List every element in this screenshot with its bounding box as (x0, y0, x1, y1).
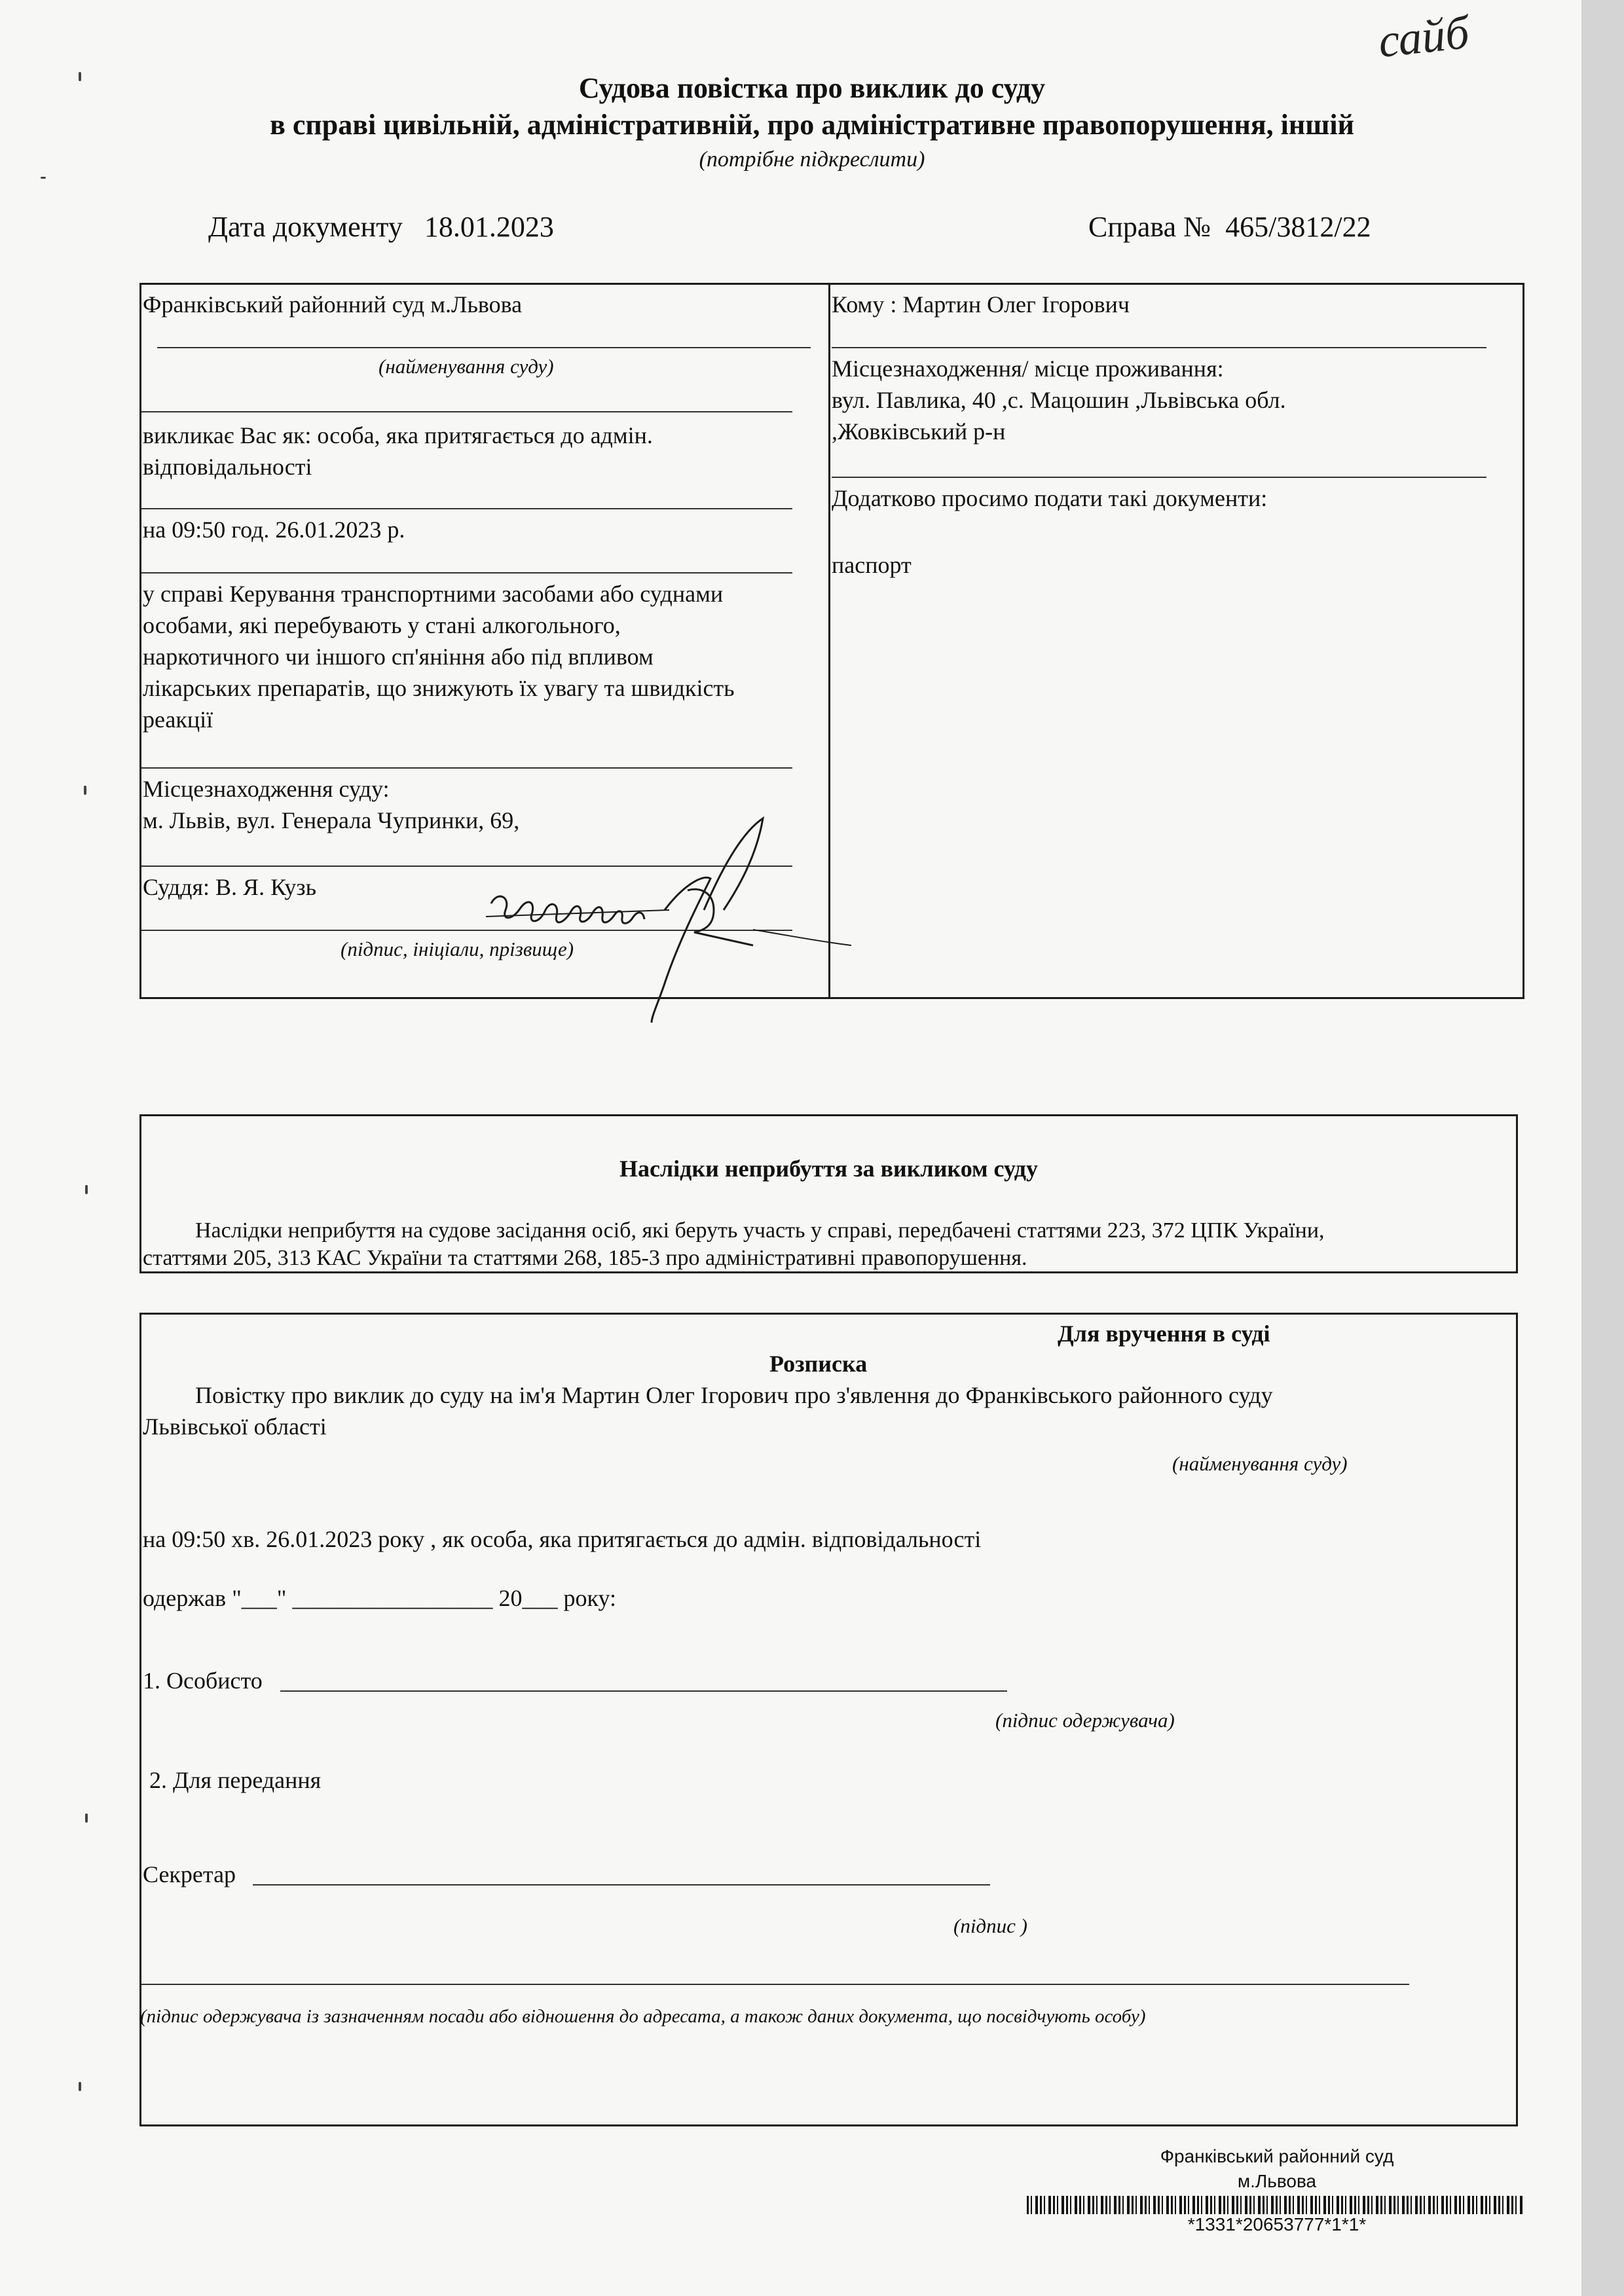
barcode (1027, 2196, 1524, 2214)
handwritten-corner-note: сайб (1376, 5, 1472, 68)
document-date-value: 18.01.2023 (424, 211, 554, 243)
rule (141, 1984, 1409, 1985)
rule (832, 477, 1486, 478)
receipt-footer-caption: (підпис одержувача із зазначенням посади або відношення до адресата, а також даних документа, що посвідчують особу) (140, 2006, 1146, 2027)
signature-caption: (підпис, ініціали, прізвище) (341, 938, 574, 960)
case-number (1088, 208, 1371, 246)
address-line: вул. Павлика, 40 ,с. Мацошин ,Львівська обл. (832, 387, 1286, 413)
rule (141, 767, 792, 769)
scan-mark (41, 177, 46, 179)
secretary-caption: (підпис ) (953, 1914, 1027, 1937)
court-location-label: Місцезнаходження суду: (143, 776, 390, 802)
rule (141, 508, 792, 509)
underline-note: (потрібне підкреслити) (699, 147, 925, 172)
transfer-label: 2. Для передання (149, 1767, 322, 1793)
personal-caption: (підпис одержувача) (995, 1709, 1175, 1732)
case-number-value: 465/3812/22 (1225, 211, 1371, 243)
receipt-court-caption: (найменування суду) (1172, 1452, 1348, 1475)
rule (141, 572, 792, 574)
stamp-court-line: Франківський районний суд (1160, 2146, 1394, 2166)
rule (157, 347, 811, 348)
receipt-text: Львівської області (143, 1413, 327, 1440)
document-date (208, 208, 554, 246)
recipient-name: Кому : Мартин Олег Ігорович (832, 291, 1130, 318)
scan-mark (85, 1185, 88, 1194)
court-name: Франківський районний суд м.Львова (143, 291, 523, 318)
case-number-label: Справа № (1088, 211, 1211, 243)
personal-signature-line (280, 1690, 1007, 1692)
scan-edge (1581, 0, 1624, 2296)
documents-value: паспорт (832, 552, 912, 578)
receipt-corner-label: Для вручення в суді (1058, 1321, 1270, 1347)
address-label: Місцезнаходження/ місце проживання: (832, 355, 1224, 382)
summons-role-line: відповідальності (143, 454, 312, 480)
consequences-text: статтями 205, 313 КАС України та статтями 268, 185-3 про адміністративні правопорушення. (143, 1246, 1027, 1270)
court-location-value: м. Львів, вул. Генерала Чупринки, 69, (143, 807, 520, 833)
secretary-signature-line (253, 1884, 990, 1886)
stamp-court-line: м.Львова (1237, 2171, 1317, 2191)
documents-label: Додатково просимо подати такі документи: (832, 485, 1268, 511)
receipt-text: Повістку про виклик до суду на ім'я Мартин Олег Ігорович про з'явлення до Франківського районного суду (195, 1382, 1273, 1408)
secretary-label: Секретар (143, 1861, 236, 1887)
rule (832, 347, 1486, 348)
judge-signature (478, 812, 897, 1034)
consequences-title: Наслідки неприбуття за викликом суду (619, 1156, 1038, 1182)
address-line: ,Жовківський р-н (832, 418, 1006, 445)
receipt-title: Розписка (769, 1351, 868, 1377)
scan-mark (79, 2082, 81, 2091)
case-subject-line: у справі Керування транспортними засобами або суднами (143, 581, 724, 607)
judge-name: Суддя: В. Я. Кузь (143, 874, 317, 900)
rule (141, 411, 792, 412)
scan-mark (85, 1813, 88, 1823)
case-subject-line: наркотичного чи іншого сп'яніння або під впливом (143, 644, 654, 670)
page-subtitle: в справі цивільній, адміністративній, про адміністративне правопорушення, іншій (270, 109, 1354, 141)
barcode-text: *1331*20653777*1*1* (1187, 2214, 1367, 2234)
scan-mark (84, 786, 86, 795)
case-subject-line: особами, які перебувають у стані алкогольного, (143, 612, 621, 638)
personal-label: 1. Особисто (143, 1667, 263, 1694)
consequences-text: Наслідки неприбуття на судове засідання осіб, які беруть участь у справі, передбачені статтями 223, 372 ЦПК України, (195, 1218, 1325, 1243)
page-title: Судова повістка про виклик до суду (578, 72, 1046, 104)
hearing-time: на 09:50 год. 26.01.2023 р. (143, 517, 405, 543)
received-line: одержав "___" _________________ 20___ року: (143, 1585, 617, 1611)
summons-role-line: викликає Вас як: особа, яка притягається до адмін. (143, 422, 653, 448)
case-subject-line: лікарських препаратів, що знижують їх увагу та швидкість (143, 675, 735, 701)
case-subject-line: реакції (143, 706, 213, 733)
receipt-time: на 09:50 хв. 26.01.2023 року , як особа, яка притягається до адмін. відповідальності (143, 1526, 982, 1552)
document-date-label: Дата документу (208, 211, 403, 243)
court-name-caption: (найменування суду) (378, 355, 554, 378)
